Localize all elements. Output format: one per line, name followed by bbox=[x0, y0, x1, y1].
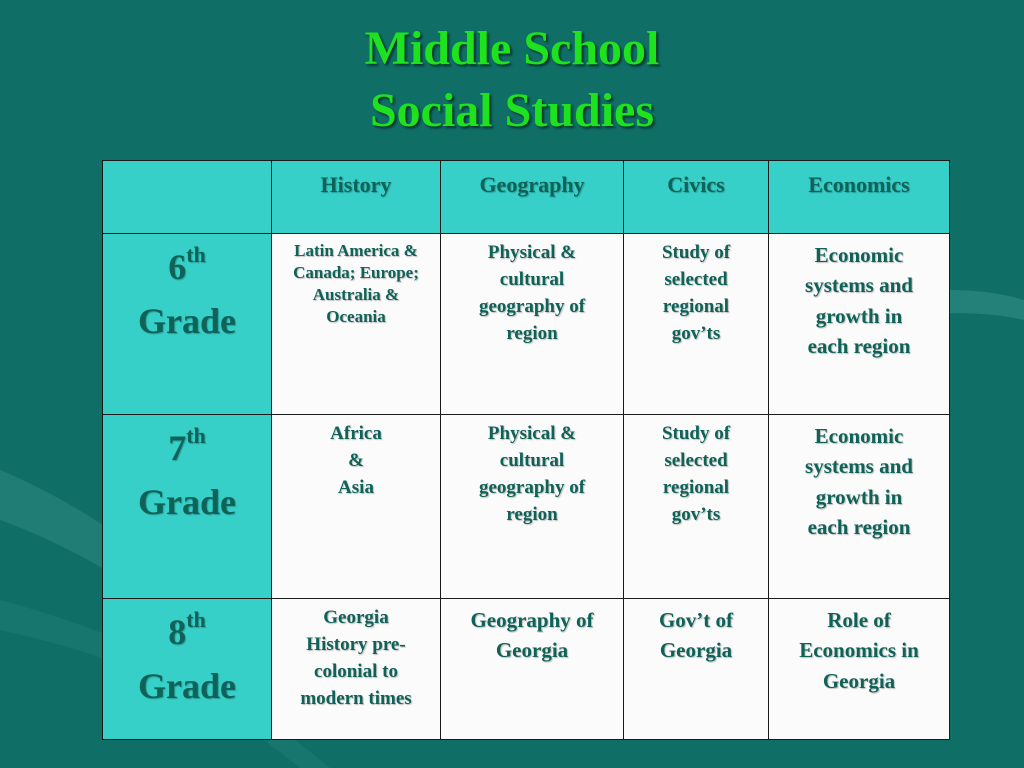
cell-line: Economic bbox=[814, 243, 904, 267]
cell-line: gov’ts bbox=[671, 322, 721, 344]
cell-line: regional bbox=[662, 295, 730, 317]
header-row bbox=[103, 161, 950, 234]
economics-cell bbox=[769, 599, 950, 740]
cell-line: History pre- bbox=[306, 633, 406, 655]
grade-suffix: th bbox=[186, 607, 206, 632]
header-civics: Civics bbox=[624, 161, 769, 234]
cell-line: cultural bbox=[499, 268, 565, 290]
cell-line: systems and bbox=[805, 454, 913, 479]
grade-word: Grade bbox=[138, 482, 236, 522]
grade-cell bbox=[103, 599, 272, 740]
cell-line: colonial to bbox=[314, 660, 398, 682]
cell-line: Study of bbox=[661, 423, 731, 444]
cell-line: each region bbox=[807, 334, 911, 359]
cell-line: Georgia bbox=[323, 607, 389, 628]
cell-line: & bbox=[348, 449, 364, 471]
history-cell bbox=[272, 234, 441, 415]
cell-line: Physical & bbox=[487, 242, 577, 263]
cell-line: Gov’t of bbox=[658, 608, 734, 632]
cell-line: Oceania bbox=[326, 307, 386, 327]
curriculum-table bbox=[102, 160, 950, 740]
cell-line: modern times bbox=[300, 687, 412, 709]
grade-number: 8 bbox=[168, 612, 187, 652]
cell-line: each region bbox=[807, 515, 911, 540]
cell-line: Economic bbox=[814, 424, 904, 448]
cell-line: growth in bbox=[815, 484, 903, 509]
cell-line: Georgia bbox=[822, 668, 896, 693]
economics-cell bbox=[769, 415, 950, 599]
table-row bbox=[103, 415, 950, 599]
cell-line: geography of bbox=[478, 295, 586, 317]
civics-cell bbox=[624, 599, 769, 740]
grade-suffix: th bbox=[186, 423, 206, 448]
cell-line: Canada; Europe; bbox=[293, 263, 419, 283]
grade-word: Grade bbox=[138, 666, 236, 706]
grade-suffix: th bbox=[186, 242, 206, 267]
cell-line: Study of bbox=[661, 242, 731, 263]
civics-cell bbox=[624, 234, 769, 415]
cell-line: growth in bbox=[815, 303, 903, 328]
cell-line: geography of bbox=[478, 476, 586, 498]
header-geography: Geography bbox=[441, 161, 624, 234]
table-row bbox=[103, 599, 950, 740]
grade-number: 7 bbox=[168, 428, 187, 468]
grade-cell bbox=[103, 415, 272, 599]
geography-cell bbox=[441, 415, 624, 599]
cell-line: Georgia bbox=[495, 638, 569, 663]
geography-cell bbox=[441, 599, 624, 740]
history-cell bbox=[272, 599, 441, 740]
cell-line: region bbox=[506, 503, 558, 525]
cell-line: Physical & bbox=[487, 423, 577, 444]
grade-cell bbox=[103, 234, 272, 415]
cell-line: selected bbox=[664, 268, 728, 290]
title-line-1: Middle School bbox=[364, 22, 660, 75]
economics-cell bbox=[769, 234, 950, 415]
cell-line: selected bbox=[664, 449, 728, 471]
corner-cell bbox=[103, 161, 272, 234]
header-history: History bbox=[272, 161, 441, 234]
cell-line: cultural bbox=[499, 449, 565, 471]
header-economics: Economics bbox=[769, 161, 950, 234]
cell-line: systems and bbox=[805, 273, 913, 298]
cell-line: Georgia bbox=[659, 638, 733, 663]
cell-line: Australia & bbox=[312, 285, 400, 305]
table-row bbox=[103, 234, 950, 415]
cell-line: region bbox=[506, 322, 558, 344]
slide-title bbox=[0, 18, 1024, 142]
cell-line: Role of bbox=[827, 608, 891, 632]
grade-word: Grade bbox=[138, 301, 236, 341]
cell-line: Geography of bbox=[470, 608, 594, 632]
geography-cell bbox=[441, 234, 624, 415]
civics-cell bbox=[624, 415, 769, 599]
cell-line: Asia bbox=[338, 476, 374, 498]
cell-line: Economics in bbox=[799, 638, 919, 663]
cell-line: Africa bbox=[330, 423, 382, 444]
cell-line: Latin America & bbox=[294, 241, 418, 260]
cell-line: regional bbox=[662, 476, 730, 498]
grade-number: 6 bbox=[168, 247, 187, 287]
cell-line: gov’ts bbox=[671, 503, 721, 525]
title-line-2: Social Studies bbox=[369, 84, 655, 137]
history-cell bbox=[272, 415, 441, 599]
